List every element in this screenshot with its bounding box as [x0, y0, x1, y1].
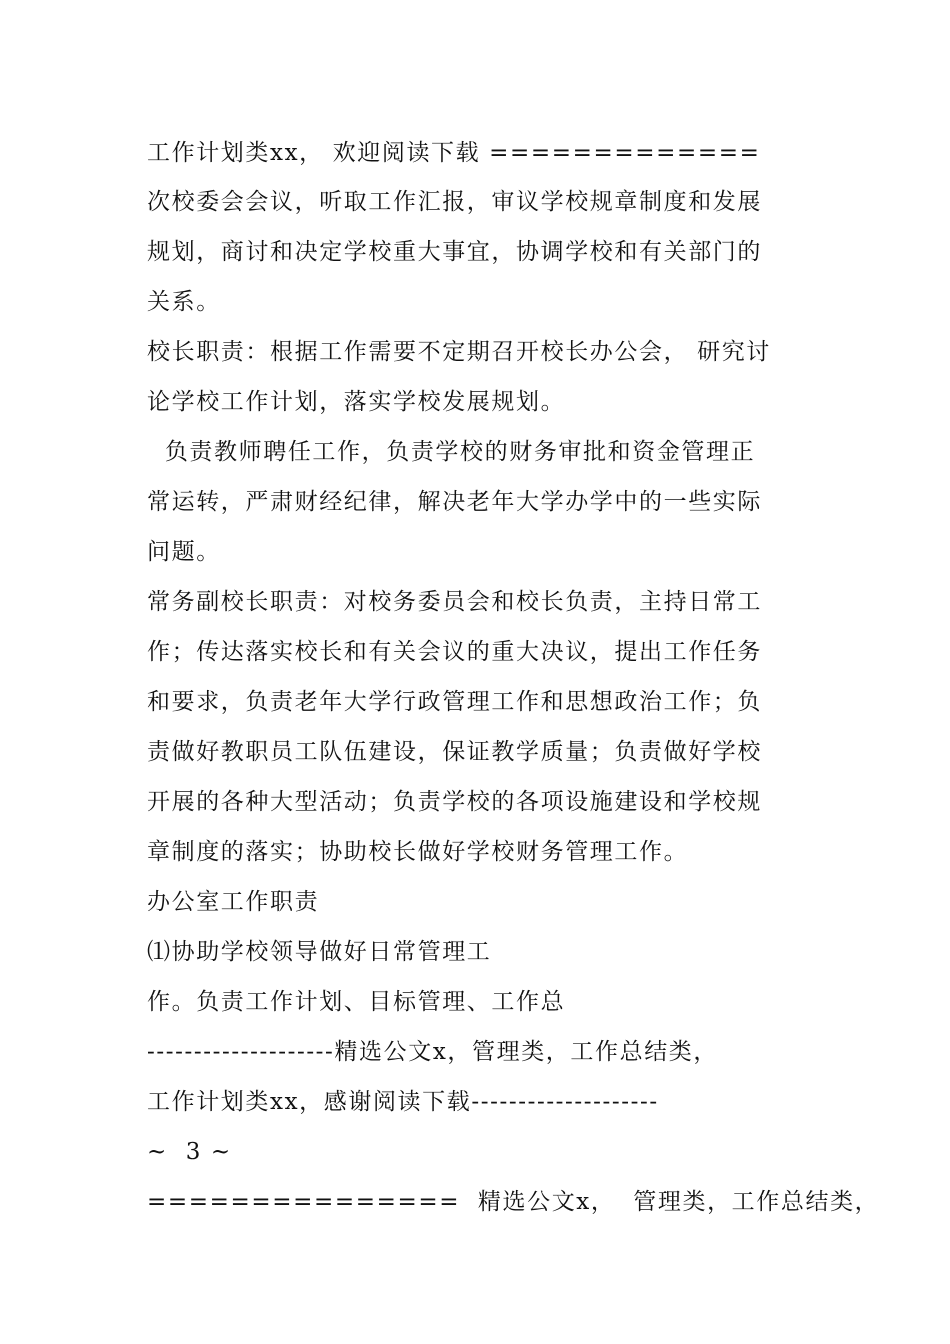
next-page-header: =============== 精选公文x， 管理类，工作总结类， — [147, 1189, 880, 1215]
body-line: 关系。 — [147, 289, 221, 315]
page-number: ~ 3 ~ — [147, 1139, 232, 1165]
body-line: 常务副校长职责：对校务委员会和校长负责，主持日常工 — [147, 589, 762, 615]
body-line: 次校委会会议，听取工作汇报，审议学校规章制度和发展 — [147, 189, 762, 215]
body-line: 和要求，负责老年大学行政管理工作和思想政治工作；负 — [147, 689, 762, 715]
body-line: ⑴协助学校领导做好日常管理工 — [147, 939, 492, 965]
footer-line: 工作计划类xx，感谢阅读下载-------------------- — [147, 1089, 659, 1115]
body-line: 论学校工作计划，落实学校发展规划。 — [147, 389, 566, 415]
body-line: 负责教师聘任工作，负责学校的财务审批和资金管理正 — [147, 439, 756, 465]
body-line: 章制度的落实；协助校长做好学校财务管理工作。 — [147, 839, 689, 865]
body-line: 校长职责：根据工作需要不定期召开校长办公会， 研究讨 — [147, 339, 771, 365]
body-line: 作。负责工作计划、目标管理、工作总 — [147, 989, 566, 1015]
body-line: 责做好教职员工队伍建设，保证教学质量；负责做好学校 — [147, 739, 762, 765]
body-line: 规划，商讨和决定学校重大事宜，协调学校和有关部门的 — [147, 239, 762, 265]
body-line: 问题。 — [147, 539, 221, 565]
header-line: 工作计划类xx， 欢迎阅读下载 ============= — [147, 140, 761, 166]
section-heading: 办公室工作职责 — [147, 889, 320, 915]
footer-separator: --------------------精选公文x，管理类，工作总结类， — [147, 1039, 719, 1065]
body-line: 作；传达落实校长和有关会议的重大决议，提出工作任务 — [147, 639, 762, 665]
body-line: 开展的各种大型活动；负责学校的各项设施建设和学校规 — [147, 789, 762, 815]
body-line: 常运转，严肃财经纪律，解决老年大学办学中的一些实际 — [147, 489, 762, 515]
